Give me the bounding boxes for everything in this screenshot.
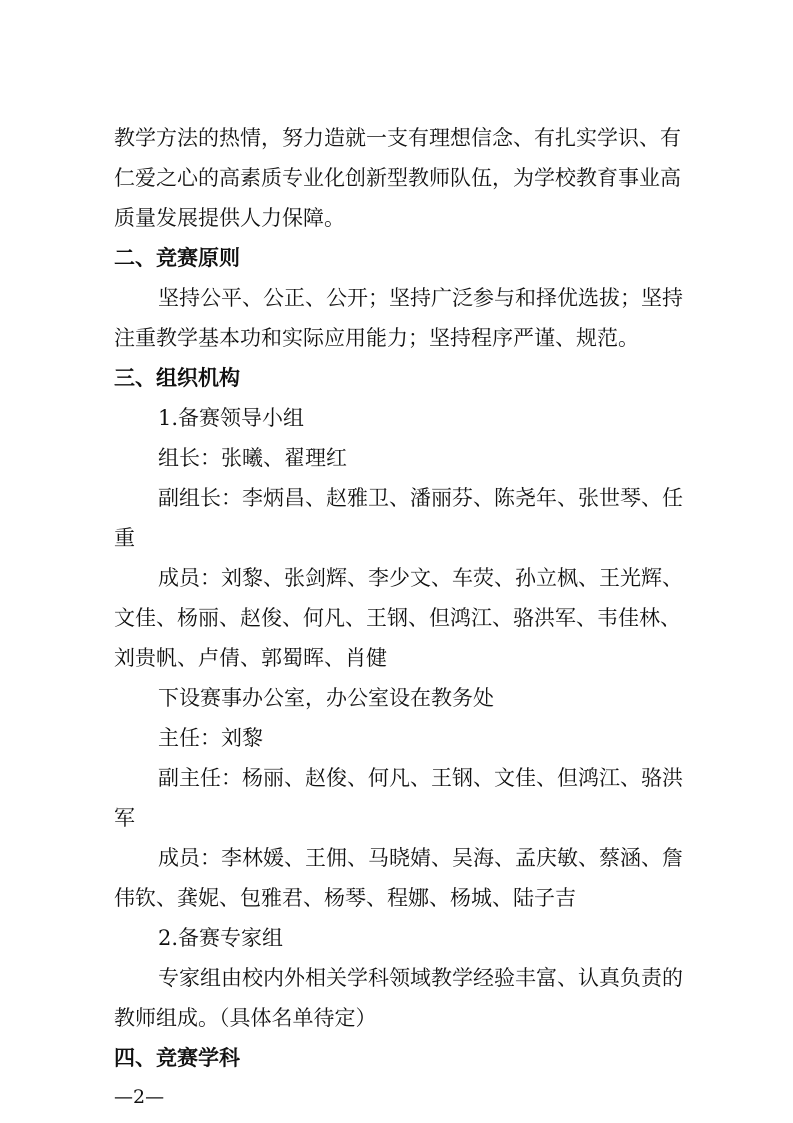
paragraph-line: 教师组成。（具体名单待定） xyxy=(114,1006,377,1030)
paragraph-line: 副主任：杨丽、赵俊、何凡、王钢、文佳、但鸿江、骆洪 xyxy=(158,766,683,790)
section-heading-principles: 二、竞赛原则 xyxy=(114,246,240,270)
paragraph-line: 坚持公平、公正、公开；坚持广泛参与和择优选拔；坚持 xyxy=(158,286,683,310)
paragraph-line: 仁爱之心的高素质专业化创新型教师队伍，为学校教育事业高 xyxy=(114,166,681,190)
paragraph-line: 伟钦、龚妮、包雅君、杨琴、程娜、杨城、陆子吉 xyxy=(114,886,576,910)
subsection-title: 2.备赛专家组 xyxy=(158,926,284,950)
page-number: —2— xyxy=(114,1086,165,1108)
paragraph-line: 教学方法的热情，努力造就一支有理想信念、有扎实学识、有 xyxy=(114,126,681,150)
paragraph-line: 成员：刘黎、张剑辉、李少文、车荧、孙立枫、王光辉、 xyxy=(158,566,683,590)
paragraph-line: 军 xyxy=(114,806,135,830)
paragraph-line: 质量发展提供人力保障。 xyxy=(114,206,345,230)
section-heading-subjects: 四、竞赛学科 xyxy=(114,1046,240,1070)
section-heading-organization: 三、组织机构 xyxy=(114,366,240,390)
paragraph-line: 组长：张曦、翟理红 xyxy=(158,446,347,470)
paragraph-line: 成员：李林媛、王佣、马晓婧、吴海、孟庆敏、蔡涵、詹 xyxy=(158,846,683,870)
paragraph-line: 注重教学基本功和实际应用能力；坚持程序严谨、规范。 xyxy=(114,326,639,350)
paragraph-line: 重 xyxy=(114,526,135,550)
paragraph-line: 刘贵帆、卢倩、郭蜀晖、肖健 xyxy=(114,646,387,670)
subsection-title: 1.备赛领导小组 xyxy=(158,406,305,430)
paragraph-line: 下设赛事办公室，办公室设在教务处 xyxy=(158,686,494,710)
paragraph-line: 主任：刘黎 xyxy=(158,726,263,750)
paragraph-line: 副组长：李炳昌、赵雅卫、潘丽芬、陈尧年、张世琴、任 xyxy=(158,486,683,510)
paragraph-line: 专家组由校内外相关学科领域教学经验丰富、认真负责的 xyxy=(158,966,683,990)
paragraph-line: 文佳、杨丽、赵俊、何凡、王钢、但鸿江、骆洪军、韦佳林、 xyxy=(114,606,681,630)
